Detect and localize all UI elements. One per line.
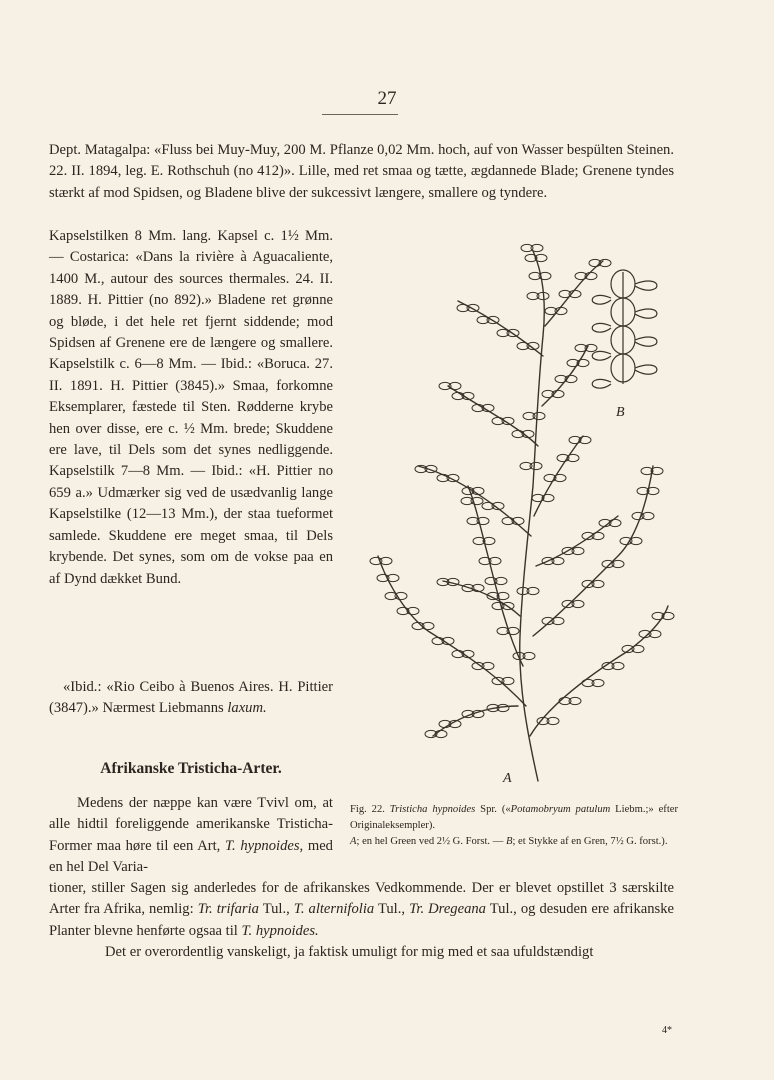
caption-b-text: ; et Stykke af en Gren, 7½ G. forst.). [512,836,668,847]
intro-text-end: , med en hel Del Varia- [49,837,333,876]
cont-text-1: tioner, stiller Sagen sig anderledes for de afrikanskes Vedkommende. Der er blevet opstillet 3 særskilte Arter fra Afrika, nemlig: [49,880,674,918]
page-number-rule [322,114,398,115]
rio-ceibo-text: «Ibid.: «Rio Ceibo à Buenos Aires. H. Pittier (3847).» Nærmest Liebmanns [49,679,333,717]
species-dregeana: Tr. Dregeana [409,901,486,918]
caption-synonym: Potamobryum patulum [510,804,611,815]
figure-label-b: B [616,405,625,420]
caption-species: Tristicha hypnoides [389,804,476,815]
page-number: 27 [377,88,397,109]
paragraph-afrikanske-intro [49,793,333,879]
caption-fig-number: Fig. 22. [350,804,390,815]
paragraph-overordentlig: Det er overordentlig vanskeligt, ja faktisk umuligt for mig med et saa ufuldstændigt [105,944,594,961]
laxum-italic: laxum. [227,700,267,717]
botanical-illustration [348,236,678,796]
figure-label-a: A [503,771,512,786]
paragraph-matagalpa: Dept. Matagalpa: «Fluss bei Muy-Muy, 200 M. Pflanze 0,02 Mm. hoch, auf von Wasser bespülten Steinen. 22. II. 1894, leg. E. Rothschuh (no 412)». Lille, med ret smaa og tætte, ægdannede Blade; Grenene tyndes stærkt af mod Spidsen, og Bladene blive der sukcessivt længere, smallere og tyndere. [49,142,674,201]
caption-author: Spr. (« [475,804,511,815]
paragraph-afrikanske-continued [49,878,674,964]
species-alternifolia: T. alternifolia [293,901,375,918]
intro-text: Medens der næppe kan være Tvivl om, at alle hidtil foreliggende amerikanske Tristicha-Former maa høre til een Art, [49,795,333,854]
figure-caption [350,802,678,850]
caption-a-text: ; en hel Green ved 2½ G. Forst. — [356,836,506,847]
signature-mark: 4* [662,1025,672,1036]
cont-text-3: Tul., [374,901,410,918]
species-hypnoides-2: T. hypnoides. [241,922,319,939]
species-trifaria: Tr. trifaria [197,901,259,918]
caption-a-label: A [350,836,357,847]
cont-text-2: Tul., [258,901,294,918]
caption-source: Liebm.;» efter Originaleksempler). [350,804,678,831]
caption-b-label: B [505,836,513,847]
species-hypnoides: T. hypnoides [224,837,300,854]
column-text-costarica: Kapselstilken 8 Mm. lang. Kapsel c. 1½ Mm. — Costarica: «Dans la rivière à Aguacaliente, 1400 M., autour des sources thermales. 24. II. 1889. H. Pittier (no 892).» Bladene ret grønne og bløde, i det hele ret fjernt siddende; mod Spidsen af Grenene ere de længere og smallere. Kapselstilk c. 6—8 Mm. — Ibid.: «Boruca. 27. II. 1891. H. Pittier (3845).» Smaa, forkomne Eksemplarer, fæstede til Sten. Rødderne krybe hen over disse, ere c. ½ Mm. brede; Skuddene ere lave, til Dels som det synes nedliggende. Kapselstilk 7—8 Mm. — Ibid.: «H. Pittier no 659 a.» Udmærker sig ved de usædvanlig lange Kapselstilke (12—13 Mm.), der staa tueformet samlede. Skuddene ere meget smaa, til Dels krybende. Det synes, som om de vokse paa en af Dynd dækket Bund. [49,228,333,587]
section-heading: Afrikanske Tristicha-Arter. [100,760,282,777]
cont-text-4: Tul., og desuden ere afrikanske Planter blevne henførte ogsaa til [49,901,674,939]
paragraph-rio-ceibo [49,677,333,720]
